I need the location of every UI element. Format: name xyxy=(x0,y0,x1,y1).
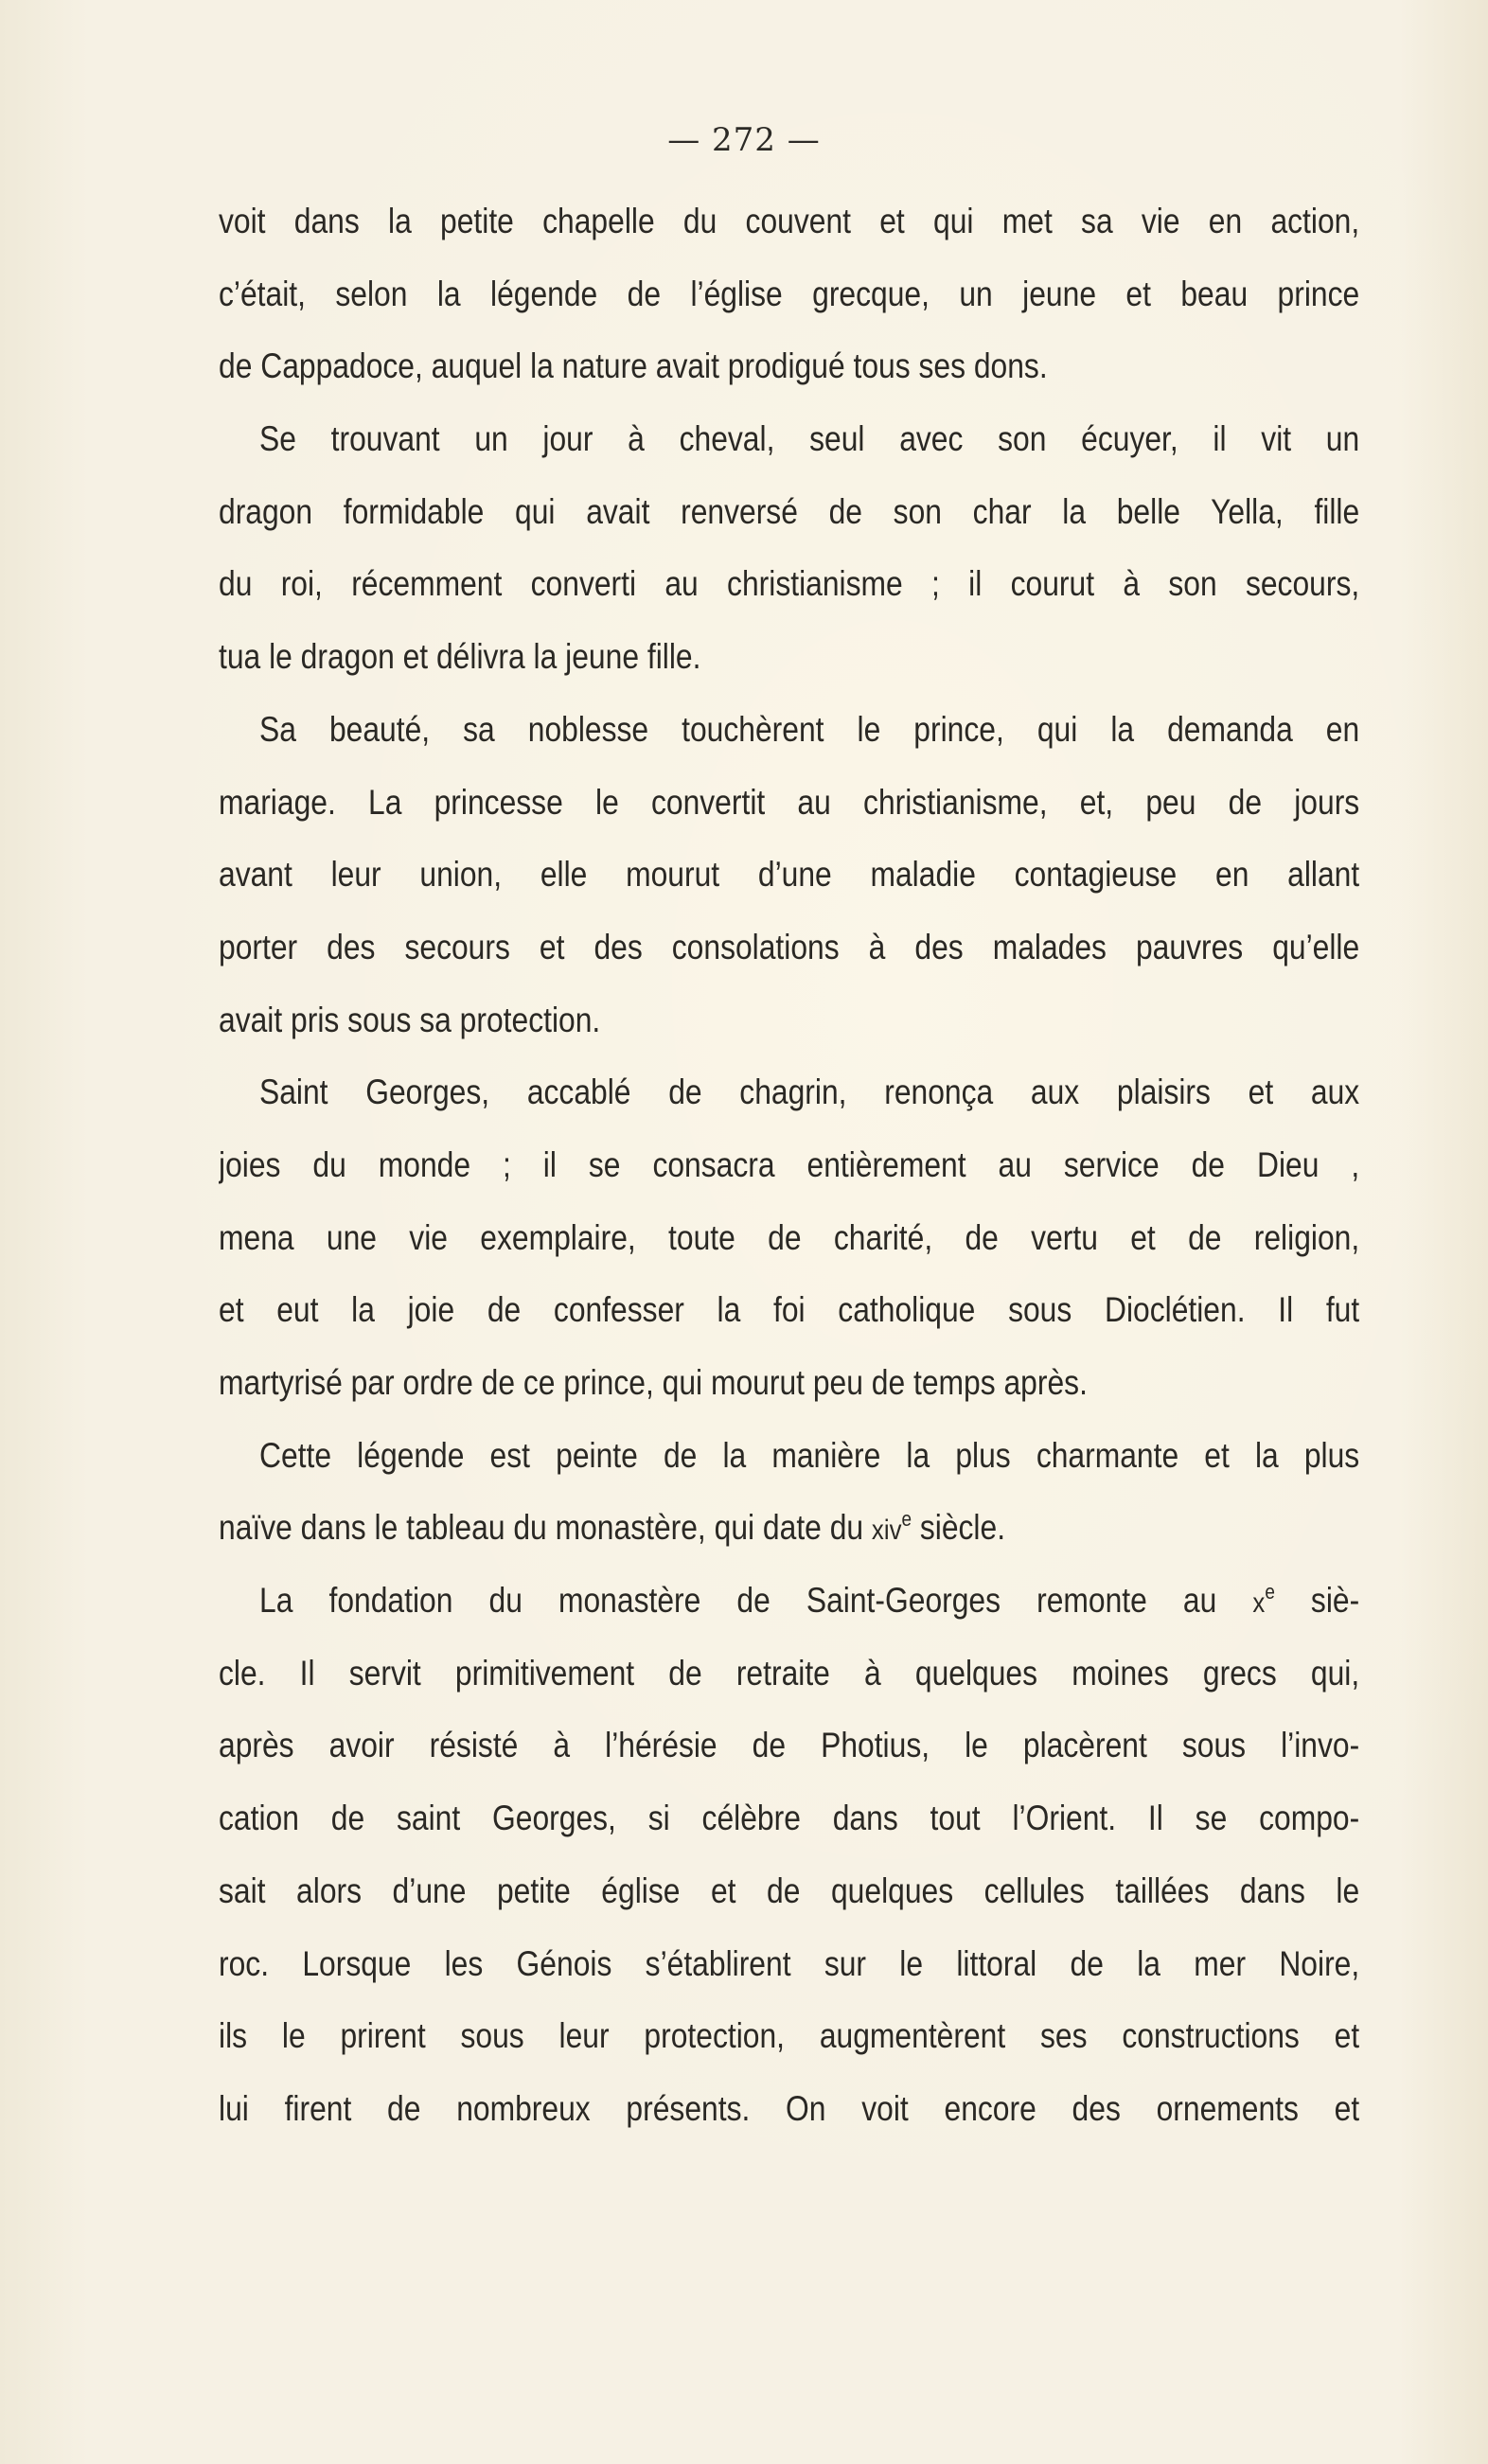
text-line xyxy=(219,548,1359,621)
text-line xyxy=(219,1274,1359,1347)
text-line xyxy=(219,839,1359,912)
text-line-content: sait alors d’une petite église et de quelques cellules taillées dans le xyxy=(219,1870,1360,1910)
body-text xyxy=(219,186,1359,2146)
text-line-content: Se trouvant un jour à cheval, seul avec son écuyer, il vit un xyxy=(259,419,1360,459)
text-line xyxy=(219,912,1359,984)
text-line xyxy=(219,1710,1359,1782)
text-line-tail: siè- xyxy=(1274,1581,1360,1621)
century-numeral: x xyxy=(1252,1587,1266,1620)
text-line-content: Cette légende est peinte de la manière la plus charmante et la plus xyxy=(259,1435,1360,1475)
text-line-content: dragon formidable qui avait renversé de son char la belle Yella, fille xyxy=(219,491,1360,531)
text-line-content: cle. Il servit primitivement de retraite à quelques moines grecs qui, xyxy=(219,1653,1360,1693)
page-number: — 272 — xyxy=(667,121,821,159)
superscript: e xyxy=(1265,1580,1275,1604)
text-line-content: voit dans la petite chapelle du couvent et qui met sa vie en action, xyxy=(219,202,1360,240)
text-line-content: mena une vie exemplaire, toute de charité, de vertu et de religion, xyxy=(219,1217,1360,1257)
text-line-content: et eut la joie de confesser la foi catholique sous Dioclétien. Il fut xyxy=(219,1290,1360,1330)
text-line xyxy=(219,330,1359,403)
text-line-content: après avoir résisté à l’hérésie de Photius, le placèrent sous l’invo- xyxy=(219,1726,1360,1765)
text-line xyxy=(219,984,1359,1057)
text-line-content: martyrisé par ordre de ce prince, qui mourut peu de temps après. xyxy=(219,1363,1088,1402)
text-line-content: Sa beauté, sa noblesse touchèrent le prince, qui la demanda en xyxy=(259,709,1360,749)
century-numeral: xiv xyxy=(871,1515,902,1547)
text-line-content: de Cappadoce, auquel la nature avait prodigué tous ses dons. xyxy=(219,346,1048,386)
text-line xyxy=(219,1782,1359,1855)
text-line-content: roc. Lorsque les Génois s’établirent sur le littoral de la mer Noire, xyxy=(219,1943,1360,1983)
text-line xyxy=(219,186,1359,258)
text-line xyxy=(219,1056,1359,1129)
text-line xyxy=(219,1928,1359,2001)
text-line-content: Saint Georges, accablé de chagrin, renonça aux plaisirs et aux xyxy=(259,1072,1360,1112)
text-line xyxy=(219,1638,1359,1711)
text-line xyxy=(219,258,1359,331)
text-line xyxy=(219,2000,1359,2073)
text-line xyxy=(219,1492,1359,1565)
superscript: e xyxy=(901,1507,912,1532)
text-line xyxy=(219,403,1359,476)
text-line xyxy=(219,1565,1359,1638)
text-line-content: c’était, selon la légende de l’église grecque, un jeune et beau prince xyxy=(219,274,1360,313)
text-line xyxy=(219,767,1359,840)
text-line-content: lui firent de nombreux présents. On voit encore des ornements et xyxy=(219,2088,1360,2128)
text-line xyxy=(219,1347,1359,1420)
text-line-content: cation de saint Georges, si célèbre dans tout l’Orient. Il se compo- xyxy=(219,1799,1360,1838)
text-line xyxy=(219,1420,1359,1493)
text-line xyxy=(219,621,1359,694)
text-line xyxy=(219,1129,1359,1202)
text-line-content: naïve dans le tableau du monastère, qui date du xyxy=(219,1508,872,1548)
text-line xyxy=(219,694,1359,767)
text-line-content: mariage. La princesse le convertit au christianisme, et, peu de jours xyxy=(219,782,1360,822)
text-line-content: avait pris sous sa protection. xyxy=(219,1000,601,1039)
text-line xyxy=(219,2073,1359,2146)
text-line-content: joies du monde ; il se consacra entièrement au service de Dieu , xyxy=(219,1144,1360,1184)
text-line-content: La fondation du monastère de Saint-Georges remonte au xyxy=(259,1581,1253,1621)
text-line-tail: siècle. xyxy=(912,1508,1006,1548)
text-line-content: avant leur union, elle mourut d’une maladie contagieuse en allant xyxy=(219,855,1360,895)
text-line xyxy=(219,476,1359,549)
text-line-content: du roi, récemment converti au christianisme ; il courut à son secours, xyxy=(219,564,1360,604)
text-line xyxy=(219,1855,1359,1928)
text-line-content: ils le prirent sous leur protection, augmentèrent ses constructions et xyxy=(219,2016,1360,2056)
text-line-content: tua le dragon et délivra la jeune fille. xyxy=(219,637,701,677)
text-line-content: porter des secours et des consolations à des malades pauvres qu’elle xyxy=(219,927,1360,966)
text-line xyxy=(219,1202,1359,1275)
